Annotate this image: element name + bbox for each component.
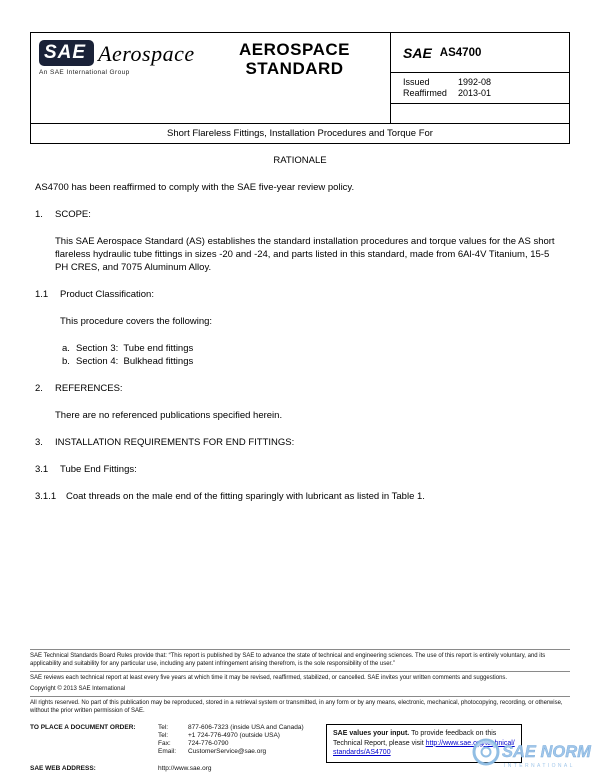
section-1-1-intro: This procedure covers the following: (60, 316, 213, 327)
copyright-line: Copyright © 2013 SAE International (30, 685, 126, 692)
list-marker: b. (62, 356, 70, 367)
reaffirmed-value: 2013-01 (458, 88, 492, 98)
section-2-heading (35, 382, 565, 395)
contact-value: +1 724-776-4970 (outside USA) (188, 732, 280, 739)
list-item-text: Section 3: Tube end fittings (76, 343, 194, 354)
contact-value: 877-606-7323 (inside USA and Canada) (188, 724, 304, 731)
section-number: 3. (35, 437, 43, 448)
section-number: 1. (35, 209, 43, 220)
tsb-rules-notice: SAE Technical Standards Board Rules provide that: “This report is published by SAE to advance the state of technical and engineering sciences. The use of this report is entirely voluntary, and its applicability and suitability for any particular use, including any patent infringement arising therefrom, is the sole responsibility of the user.” (30, 653, 546, 667)
contact-list (158, 724, 304, 756)
contact-label: Fax: (158, 740, 171, 747)
doc-number-cell (391, 33, 569, 73)
contact-label: Email: (158, 748, 177, 755)
document-order-block (30, 724, 326, 773)
sae-norm-watermark (470, 729, 598, 776)
contact-value: 724-776-0790 (188, 740, 229, 747)
logo-aerospace-text: Aerospace (98, 41, 195, 66)
list-item (62, 355, 565, 368)
dates-cell (391, 73, 569, 104)
contact-row (158, 732, 304, 740)
divider (30, 671, 570, 672)
section-3-1-1 (35, 490, 565, 503)
contact-value: CustomerService@sae.org (188, 748, 267, 755)
section-text: Coat threads on the male end of the fitting sparingly with lubricant as listed in Table 1. (66, 491, 425, 502)
review-notice: SAE reviews each technical report at least every five years at which time it may be revised, reaffirmed, stabilized, or cancelled. SAE invites your written comments and suggestions. (30, 675, 508, 681)
section-number: 3.1.1 (35, 491, 57, 502)
list-marker: a. (62, 343, 70, 354)
section-title: INSTALLATION REQUIREMENTS FOR END FITTINGS: (55, 437, 295, 448)
logo-row (39, 40, 199, 66)
document-type-line2: STANDARD (245, 59, 344, 78)
order-grid (30, 724, 326, 756)
divider (30, 696, 570, 697)
header-top (31, 33, 569, 123)
rationale-text: AS4700 has been reaffirmed to comply with the SAE five-year review policy. (35, 182, 355, 193)
document-type-heading (199, 33, 390, 123)
list-item-text: Section 4: Bulkhead fittings (76, 356, 194, 367)
sae-aerospace-logo (31, 33, 199, 123)
section-title: REFERENCES: (55, 383, 123, 394)
section-1-1-heading (35, 288, 565, 301)
order-label: TO PLACE A DOCUMENT ORDER: (30, 724, 136, 731)
section-title: SCOPE: (55, 209, 91, 220)
feedback-text: To provide feedback on this Technical Report, please visit (333, 730, 497, 747)
section-title: Product Classification: (60, 289, 154, 300)
contact-label: Tel: (158, 732, 169, 739)
section-1-text: This SAE Aerospace Standard (AS) establishes the standard installation procedures and torque values for the AS short flareless hydraulic tube fittings in sizes -20 and -24, and parts listed in this standard, made from 6Al-4V Titanium, 15-5 PH CRES, and 7075 Aluminum Alloy. (55, 236, 555, 273)
header (30, 32, 570, 144)
web-address-label: SAE WEB ADDRESS: (30, 765, 96, 772)
section-number: 3.1 (35, 464, 49, 475)
issued-label: Issued (403, 77, 430, 87)
sae-logo-small: SAE (403, 44, 432, 61)
document-type-line1: AEROSPACE (239, 40, 350, 59)
document-number: AS4700 (439, 46, 482, 59)
contact-row (158, 740, 304, 748)
contact-label: Tel: (158, 724, 169, 731)
issued-row (403, 77, 569, 88)
section-title: Tube End Fittings: (60, 464, 137, 475)
empty-cell (391, 104, 569, 123)
contact-row (158, 724, 304, 732)
rights-notice: All rights reserved. No part of this publication may be reproduced, stored in a retrieval system or transmitted, in any form or by any means, electronic, mechanical, photocopying, recording, or otherwise, without the prior written permission of SAE. (30, 700, 563, 714)
rationale-heading: RATIONALE (273, 155, 327, 166)
sae-web-url: http://www.sae.org (158, 765, 212, 772)
section-2-text: There are no referenced publications specified herein. (55, 410, 283, 421)
web-address-row (30, 765, 326, 773)
issued-value: 1992-08 (458, 77, 492, 87)
section-1-heading (35, 208, 565, 221)
reaffirmed-row (403, 88, 569, 99)
contact-row (158, 748, 304, 756)
document-body (35, 154, 565, 517)
document-title: Short Flareless Fittings, Installation Procedures and Torque For (31, 123, 569, 143)
divider (30, 649, 570, 650)
section-1-1-list (62, 342, 565, 368)
section-3-heading (35, 436, 565, 449)
header-left-cell (31, 33, 391, 123)
feedback-link[interactable]: http://www.sae.org/technical/standards/AS4700 (333, 739, 515, 756)
sae-norm-logo (470, 729, 598, 771)
watermark-text: SAE NORM (502, 743, 591, 761)
sae-logo-badge: SAE (39, 40, 94, 66)
section-3-1-heading (35, 463, 565, 476)
header-right-column (391, 33, 569, 123)
watermark-subtext: INTERNATIONAL (504, 763, 575, 769)
swirl-icon (474, 740, 498, 764)
reaffirmed-label: Reaffirmed (403, 88, 447, 98)
feedback-intro: SAE values your input. (333, 730, 410, 737)
section-number: 2. (35, 383, 43, 394)
logo-tagline: An SAE International Group (39, 69, 130, 76)
section-number: 1.1 (35, 289, 49, 300)
list-item (62, 342, 565, 355)
